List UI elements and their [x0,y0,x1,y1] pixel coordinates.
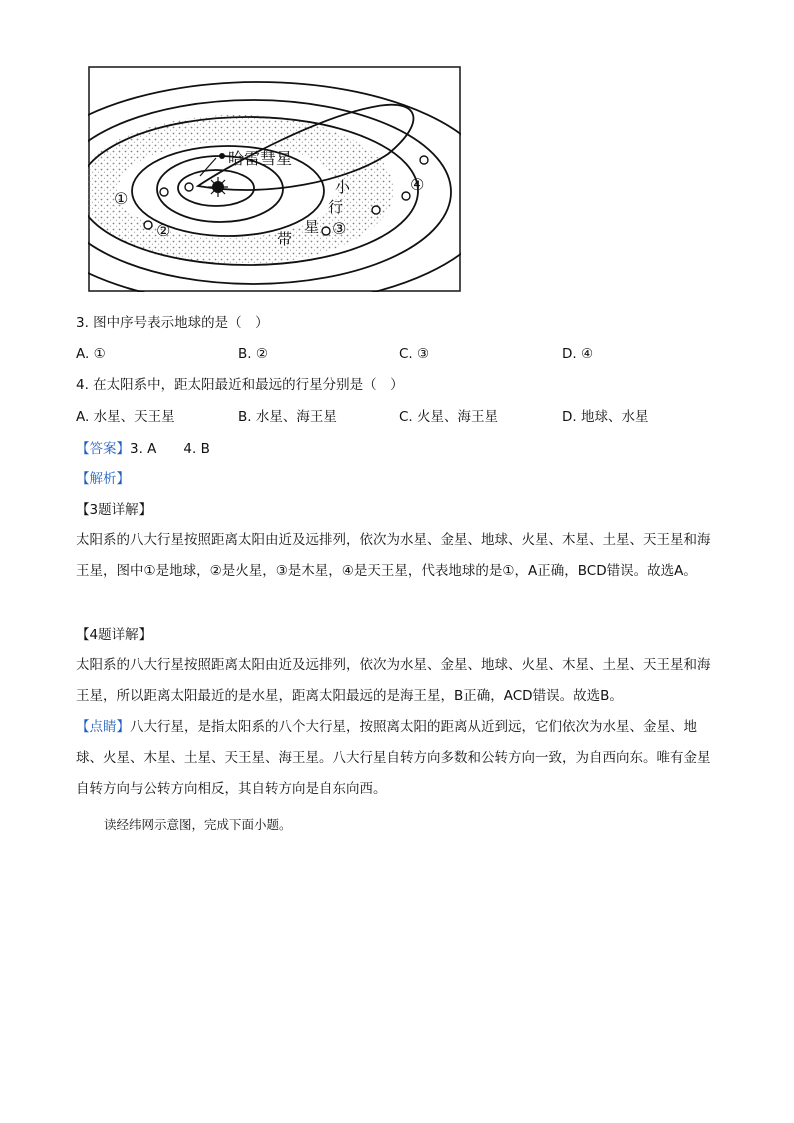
sun-icon [208,177,228,197]
question-4-option-d: D. 地球、水星 [562,409,649,425]
question-3-option-c: C. ③ [399,346,430,362]
planet-inner-2 [160,188,168,196]
asteroid-belt-char-1: 小 [335,178,351,196]
label-num-4: ④ [410,175,425,194]
question-3-option-d: D. ④ [562,346,594,362]
answer-text: 3. A 4. B [130,441,210,457]
question-3-stem: 3. 图中序号表示地球的是（ ） [76,315,269,331]
answer-line [76,440,210,458]
detail-3-text: 太阳系的八大行星按照距离太阳由近及远排列，依次为水星、金星、地球、火星、木星、土星、天王星和海王星，图中①是地球，②是火星，③是木星，④是天王星，代表地球的是①，A正确，BCD错误。故选A。 [76,532,711,579]
asteroid-belt-char-4: 带 [277,230,293,248]
question-3-option-a: A. ① [76,346,106,362]
label-num-2: ② [156,221,171,240]
planet-inner-1 [185,183,193,191]
halley-comet-marker [219,153,225,159]
question-3-option-b: B. ② [238,346,268,362]
asteroid-belt-char-3: 星 [304,218,320,236]
detail-4-tag: 【4题详解】 [76,627,153,643]
detail-3-tag: 【3题详解】 [76,502,153,518]
planet-3 [322,227,330,235]
label-num-1: ① [114,189,129,208]
question-4-option-a: A. 水星、天王星 [76,409,175,425]
asteroid-belt-char-2: 行 [328,198,344,216]
planet-near-belt [372,206,380,214]
key-point-text: 八大行星，是指太阳系的八个大行星，按照离太阳的距离从近到远，它们依次为水星、金星、地球、火星、木星、土星、天王星、海王星。八大行星自转方向多数和公转方向一致，为自西向东。唯有金星自转方向与公转方向相反，其自转方向是自东向西。 [76,719,711,797]
key-point-paragraph [76,712,712,805]
question-4-stem: 4. 在太阳系中，距太阳最近和最远的行星分别是（ ） [76,377,404,393]
planet-2 [144,221,152,229]
question-4-option-c: C. 火星、海王星 [399,409,499,425]
answer-tag: 【答案】 [76,441,130,457]
planet-4 [402,192,410,200]
label-num-3: ③ [332,219,347,238]
analysis-tag: 【解析】 [76,471,130,487]
detail-4-text: 太阳系的八大行星按照距离太阳由近及远排列，依次为水星、金星、地球、火星、木星、土星、天王星和海王星，所以距离太阳最近的是水星，距离太阳最远的是海王星，B正确，ACD错误。故选B。 [76,657,711,704]
key-point-tag: 【点睛】 [76,719,130,735]
halley-comet-label: 哈雷彗星 [228,149,293,168]
solar-system-diagram [88,66,461,292]
question-4-option-b: B. 水星、海王星 [238,409,337,425]
next-question-prompt: 读经纬网示意图，完成下面小题。 [104,817,292,832]
planet-outer [420,156,428,164]
